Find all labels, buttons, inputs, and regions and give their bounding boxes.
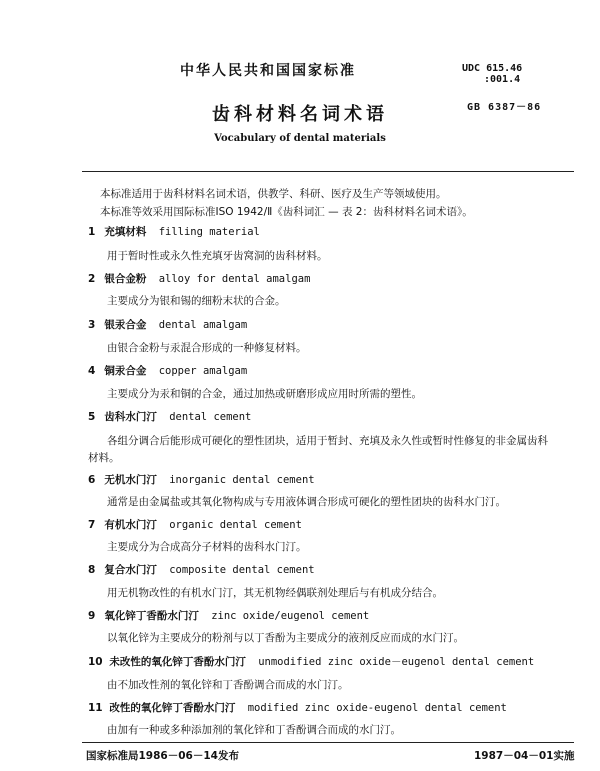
term-definition: 主要成分为汞和铜的合金，通过加热或研磨形成应用时所需的塑性。 <box>107 388 422 400</box>
term-definition: 用于暂时性或永久性充填牙齿窝洞的齿科材料。 <box>107 250 328 262</box>
term-entry <box>88 472 315 487</box>
term-number: 8 <box>88 564 96 576</box>
term-chinese: 银合金粉 <box>104 273 147 285</box>
term-chinese: 铜汞合金 <box>104 365 147 377</box>
term-definition: 通常是由金属盐或其氧化物构成与专用液体调合形成可硬化的塑性团块的齿科水门汀。 <box>107 496 506 508</box>
term-number: 10 <box>88 656 103 668</box>
term-entry <box>88 608 369 623</box>
gb-number: GB 6387－86 <box>467 102 542 113</box>
term-number: 3 <box>88 319 96 331</box>
term-english: zinc oxide/eugenol cement <box>211 610 370 622</box>
term-english: unmodified zinc oxide－eugenol dental cement <box>258 656 535 668</box>
intro-line-1: 本标准适用于齿科材料名词术语，供教学、科研、医疗及生产等领域使用。 <box>100 188 447 200</box>
term-definition-continued: 材料。 <box>88 452 120 464</box>
term-number: 1 <box>88 226 96 238</box>
term-english: inorganic dental cement <box>169 474 315 486</box>
term-chinese: 无机水门汀 <box>104 474 157 486</box>
intro-line-2: 本标准等效采用国际标准ISO 1942/Ⅱ《齿科词汇 — 表 2：齿科材料名词术语》。 <box>100 206 473 218</box>
term-entry <box>88 562 315 577</box>
bottom-divider <box>82 742 574 743</box>
udc-code <box>462 63 522 85</box>
term-entry <box>88 224 260 239</box>
term-english: dental amalgam <box>158 319 248 331</box>
term-entry <box>88 271 310 286</box>
term-entry <box>88 517 302 532</box>
term-english: modified zinc oxide-eugenol dental cement <box>247 702 507 714</box>
term-english: composite dental cement <box>169 564 315 576</box>
term-definition: 由不加改性剂的氧化锌和丁香酚调合而成的水门汀。 <box>107 679 349 691</box>
term-number: 5 <box>88 411 96 423</box>
term-chinese: 改性的氧化锌丁香酚水门汀 <box>109 702 236 714</box>
term-chinese: 氧化锌丁香酚水门汀 <box>104 610 199 622</box>
term-english: alloy for dental amalgam <box>158 273 311 285</box>
term-definition: 以氧化锌为主要成分的粉剂与以丁香酚为主要成分的液剂反应而成的水门汀。 <box>107 632 464 644</box>
term-number: 7 <box>88 519 96 531</box>
term-chinese: 银汞合金 <box>104 319 147 331</box>
issue-date: 国家标准局1986－06－14发布 <box>86 750 239 762</box>
term-english: filling material <box>158 226 260 238</box>
udc-line-2: :001.4 <box>484 74 521 85</box>
term-number: 11 <box>88 702 103 714</box>
term-entry <box>88 700 507 715</box>
term-definition: 由银合金粉与汞混合形成的一种修复材料。 <box>107 342 307 354</box>
term-number: 4 <box>88 365 96 377</box>
effective-date: 1987－04－01实施 <box>474 750 575 762</box>
term-entry <box>88 654 534 669</box>
term-definition: 用无机物改性的有机水门汀，其无机物经偶联剂处理后与有机成分结合。 <box>107 587 443 599</box>
udc-line-1: UDC 615.46 <box>462 63 523 74</box>
term-definition: 主要成分为合成高分子材料的齿科水门汀。 <box>107 541 307 553</box>
term-english: copper amalgam <box>158 365 248 377</box>
term-chinese: 未改性的氧化锌丁香酚水门汀 <box>109 656 246 668</box>
term-english: organic dental cement <box>169 519 302 531</box>
term-number: 2 <box>88 273 96 285</box>
term-chinese: 充填材料 <box>104 226 147 238</box>
standard-name: 中华人民共和国国家标准 <box>180 63 356 79</box>
term-entry <box>88 409 251 424</box>
term-definition: 由加有一种或多种添加剂的氧化锌和丁香酚调合而成的水门汀。 <box>107 724 401 736</box>
term-entry <box>88 363 247 378</box>
term-english: dental cement <box>169 411 252 423</box>
document-title: 齿科材料名词术语 <box>212 104 388 125</box>
term-chinese: 有机水门汀 <box>104 519 157 531</box>
term-chinese: 复合水门汀 <box>104 564 157 576</box>
term-definition: 主要成分为银和锡的细粉末状的合金。 <box>107 295 286 307</box>
term-entry <box>88 317 247 332</box>
term-number: 6 <box>88 474 96 486</box>
term-chinese: 齿科水门汀 <box>104 411 157 423</box>
term-number: 9 <box>88 610 96 622</box>
document-subtitle: Vocabulary of dental materials <box>214 133 386 144</box>
top-divider <box>82 171 574 172</box>
term-definition: 各组分调合后能形成可硬化的塑性团块，适用于暂封、充填及永久性或暂时性修复的非金属齿科 <box>107 435 548 447</box>
